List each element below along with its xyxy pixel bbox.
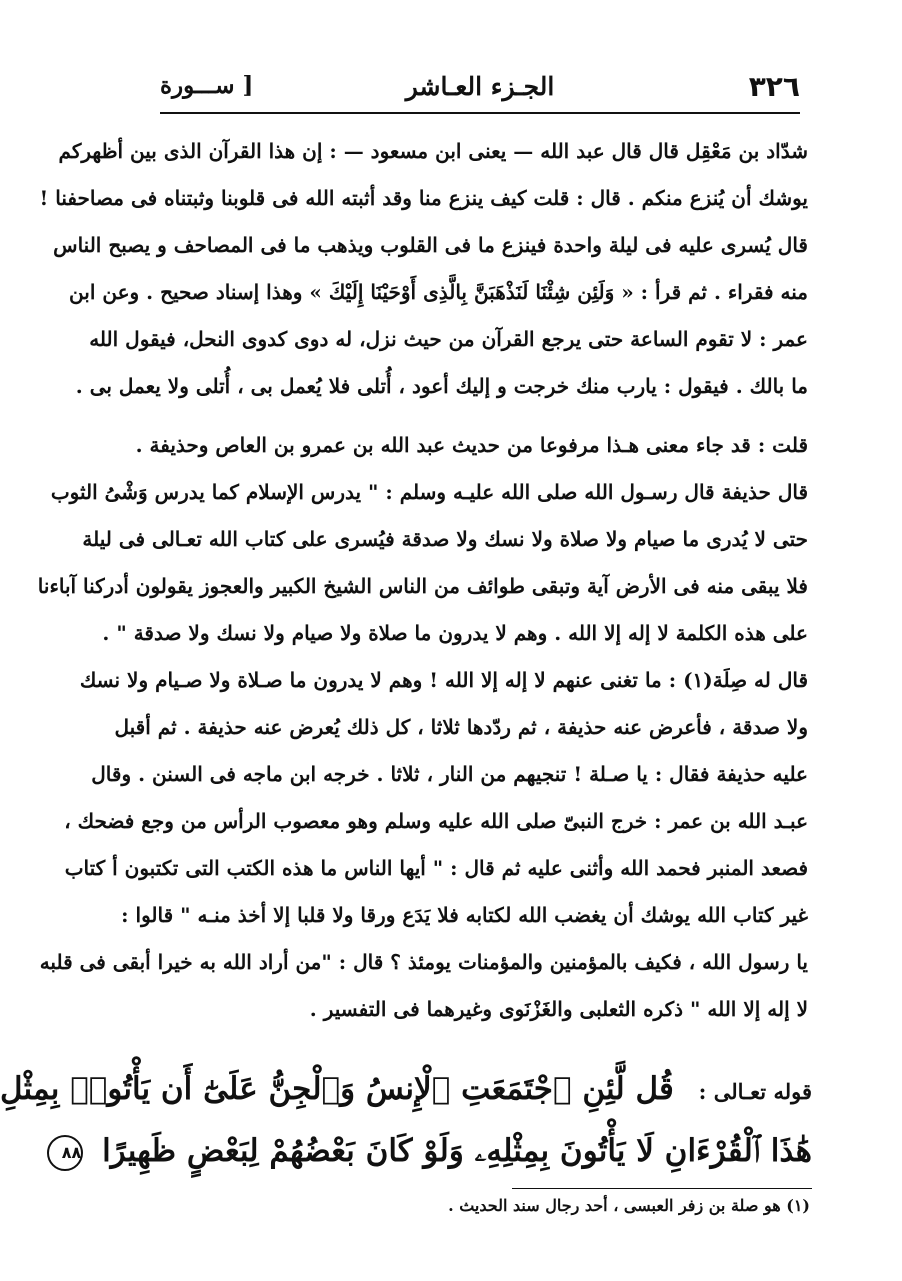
verse-text: قُل لَّئِنِ ٱجْتَمَعَتِ ٱلْإِنسُ وَٱلْجِنُّ عَلَىٰٓ أَن يَأْتُوا۟ بِمِثْلِ: [0, 1071, 674, 1107]
surah-label: [ ســـورة: [160, 72, 254, 99]
text-line: يا رسول الله ، فكيف بالمؤمنين والمؤمنات يومئذ ؟ قال : "من أراد الله به خيرا أبقى فى قلبه: [39, 950, 808, 974]
text-line: على هذه الكلمة لا إله إلا الله . وهم لا يدرون ما صلاة ولا صيام ولا نسك ولا صدقة " .: [102, 621, 808, 645]
text-line: لا إله إلا الله " ذكره الثعلبى والغَزْنَوى وغيرهما فى التفسير .: [309, 997, 808, 1021]
footnote: (١) هو صلة بن زفر العبسى ، أحد رجال سند الحديث .: [448, 1196, 810, 1215]
commentary-text: [37, 128, 808, 1033]
ayah-number-marker: ٨٨: [47, 1135, 83, 1171]
text-line: ولا صدقة ، فأعرض عنه حذيفة ، ثم ردّدها ثلاثا ، كل ذلك يُعرض عنه حذيفة . ثم أقبل: [114, 715, 808, 739]
text-line: ما بالك . فيقول : يارب منك خرجت و إليك أعود ، أُتلى فلا يُعمل بى ، أُتلى ولا يعمل بى .: [75, 374, 808, 398]
text-line: شدّاد بن مَعْقِل قال قال عبد الله — يعنى ابن مسعود — : إن هذا القرآن الذى بين أظهركم: [58, 139, 808, 163]
text-line: فلا يبقى منه فى الأرض آية وتبقى طوائف من الناس الشيخ الكبير والعجوز يقولون أدركنا آباءنا: [37, 574, 808, 598]
text-line: منه فقراء . ثم قرأ : « وَلَئِن شِئْنَا لَنَذْهَبَنَّ بِالَّذِى أَوْحَيْنَا إِلَيْكَ » وهذا إسناد صحيح . وعن ابن: [69, 280, 808, 304]
text-line: يوشك أن يُنزع منكم . قال : قلت كيف ينزع منا وقد أثبته الله فى قلوبنا وثبتناه فى مصاحفنا !: [39, 186, 808, 210]
text-line: غير كتاب الله يوشك أن يغضب الله لكتابه فلا يَدَع ورقا ولا قلبا إلا أخذ منـه " قالوا :: [121, 903, 808, 927]
page-number: ٣٢٦: [748, 70, 800, 103]
verse-intro: قوله تعـالى :: [698, 1079, 812, 1104]
text-line: قال يُسرى عليه فى ليلة واحدة فينزع ما فى القلوب ويذهب ما فى المصاحف و يصبح الناس: [53, 233, 808, 257]
text-line: قال له صِلَة(١) : ما تغنى عنهم لا إله إلا الله ! وهم لا يدرون ما صـلاة ولا صـيام ولا نسك: [79, 668, 808, 692]
quran-verse: [0, 1058, 812, 1182]
footnote-divider: [512, 1188, 812, 1189]
text-line: عليه حذيفة فقال : يا صـلة ! تنجيهم من النار ، ثلاثا . خرجه ابن ماجه فى السنن . وقال: [91, 762, 808, 786]
text-line: حتى لا يُدرى ما صيام ولا صلاة ولا نسك ولا صدقة فيُسرى على كتاب الله تعـالى فى ليلة: [82, 527, 808, 551]
verse-line-1: [0, 1058, 812, 1120]
text-line: قلت : قد جاء معنى هـذا مرفوعا من حديث عبد الله بن عمرو بن العاص وحذيفة .: [135, 433, 808, 457]
text-line: فصعد المنبر فحمد الله وأثنى عليه ثم قال : " أيها الناس ما هذه الكتب التى تكتبون أ كتاب: [64, 856, 808, 880]
text-line: عمر : لا تقوم الساعة حتى يرجع القرآن من حيث نزل، له دوى كدوى النحل، فيقول الله: [89, 327, 808, 351]
verse-line-2: [61, 1120, 812, 1182]
verse-text: هَٰذَا ٱلْقُرْءَانِ لَا يَأْتُونَ بِمِثْلِهِۦ وَلَوْ كَانَ بَعْضُهُمْ لِبَعْضٍ ظَهِيرًا: [102, 1133, 812, 1169]
part-title: الجـزء العـاشر: [405, 72, 555, 101]
text-line: قال حذيفة قال رسـول الله صلى الله عليـه وسلم : " يدرس الإسلام كما يدرس وَشْىُ الثوب: [50, 480, 808, 504]
text-line: عبـد الله بن عمر : خرج النبىّ صلى الله عليه وسلم وهو معصوب الرأس من وجع فضحك ،: [64, 809, 808, 833]
page-header: [160, 62, 800, 114]
